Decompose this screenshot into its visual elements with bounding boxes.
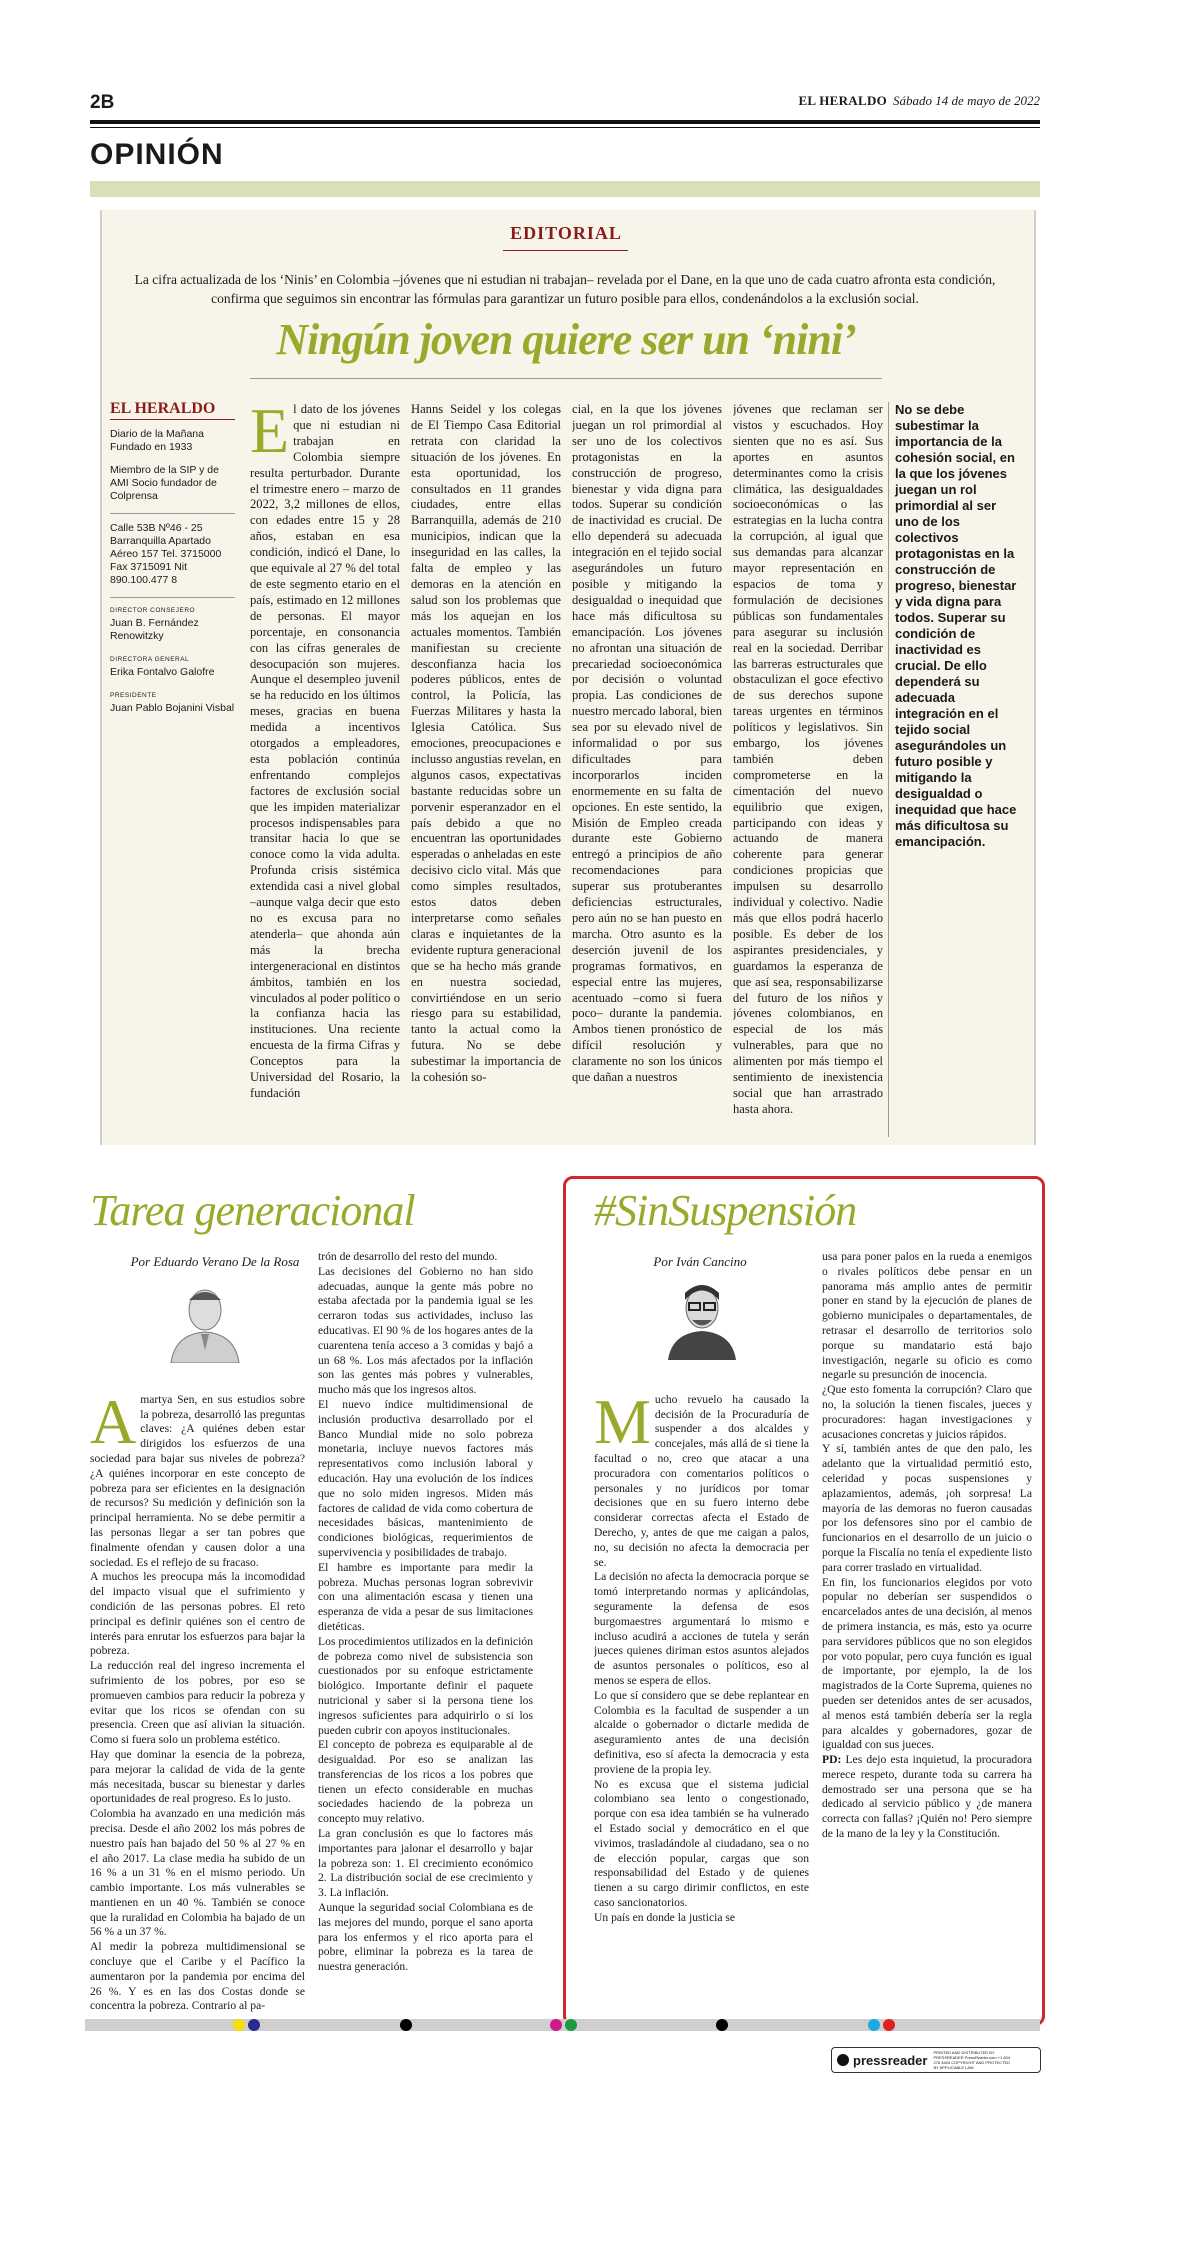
column-left-col2: trón de desarrollo del resto del mundo. Las decisiones del Gobierno no han sido adecuadas, aunque la gente más pobre no estaba afectada por la pandemia igual se les cerraron todas sus actividades, incluso las educativas. El 90 % de los hogares antes de la cuarentena tenía acceso a 3 comidas y bajó a un 68 %. Los más afectados por la inflación son las gentes más pobres y vulnerables, mucho más que los ingresos altos. El nuevo índice multidimensional de inclusión productiva desarrollado por el Banco Mundial mide no solo pobreza monetaria, incluye nuevos factores más representativos como inclusión laboral y educación. Hay una evolución de los índices que no solo miden ingresos. Miden más factores de calidad de vida como cobertura de necesidades básicas, mantenimiento de condiciones biológicas, requerimientos de supervivencia y posibilidades de trabajo. El hambre es importante para medir la pobreza. Muchas personas logran sobrevivir con una alimentación escasa y tienen una esperanza de vida a pesar de sus limitaciones dietéticas. Los procedimientos utilizados en la definición de pobreza como nivel de subsistencia son cuestionados por su enfoque estrictamente biológico. Importante definir el paquete nutricional y saber si la persona tiene los ingresos suficientes para adquirirlo o si los pueden cubrir con apoyos institucionales. El concepto de pobreza es equiparable al de desigualdad. Por eso se analizan las transferencias de los ricos a los pobres que tienen un efecto considerable en muchas sociedades haciendo de la pobreza un concepto muy relativo. La gran conclusión es que lo factores más importantes para jalonar el desarrollo y bajar la pobreza son: 1. El crecimiento económico 2. La distribución social de ese crecimiento y 3. La inflación. Aunque la seguridad social Colombiana es de las mejores del mundo, porque el sano aporta para los enfermos y el rico aporta para el pobre, eliminar la pobreza es la tarea de nuestra generación. bbox=[318, 1250, 533, 1974]
pressreader-icon bbox=[837, 2054, 849, 2066]
masthead-founded: Diario de la Mañana Fundado en 1933 bbox=[110, 428, 204, 453]
editorial-col2-text: Hanns Seidel y los colegas de El Tiempo Casa Editorial retrata con claridad la situación de los jóvenes. En esta oportunidad, los consultados en 11 grandes ciudades, entre ellas Barranquilla, además de 210 municipios, indican que la inseguridad en las calles, la falta de empleo y las demoras en la atención en salud son los problemas que más los aquejan en los actuales momentos. También manifiestan su creciente desconfianza hacia los poderes públicos, entes de control, la Policía, las Fuerzas Militares y hasta la Iglesia Católica. Sus emociones, preocupaciones e inclusso angustias revelan, en algunos casos, expectativas bastante reducidas sobre un porvenir esperanzador en el país debido a que no encuentran las oportunidades esperadas o anheladas en este decisivo ciclo vital. Más que como simples resultados, estos datos deben interpretarse como señales claras e inquietantes de la evidente ruptura generacional que se ha hecho más grande en nuestra sociedad, convirtiéndose en un serio riesgo para su estabilidad, tanto la actual como la futura. No se debe subestimar la importancia de la cohesión so- bbox=[411, 402, 561, 1085]
column-right-title: #SinSuspensión bbox=[594, 1186, 857, 1235]
column-left-col1-text: martya Sen, en sus estudios sobre la pobreza, desarrolló las preguntas claves: ¿A quiénes deben estar dirigidos los esfuerzos de una sociedad para bajar sus niveles de pobreza? ¿A quiénes incorporar en este concepto de pobreza para ser eficientes en la designación de recursos? Su medición y definición son la principal herramienta. No se debe permitir a las personas llegar a ser tan pobres que finalmente ofendan y causen dolor a una sociedad. Es el reflejo de su fracaso. A muchos les preocupa más la incomodidad del impacto visual que el sufrimiento y condición de las personas pobres. El reto principal es definir quiénes son el centro de interés para enrutar los esfuerzos para bajar la pobreza. La reducción real del ingreso incrementa el sufrimiento de los pobres, por eso se promueven cambios para reducir la pobreza y evitar que los ricos se ofendan con su presencia. Creen que así alivian la situación. Como si fuera solo un problema estético. Hay que dominar la esencia de la pobreza, para mejorar la calidad de vida de la gente más necesitada, buscar su bienestar y darles oportunidades de real progreso. Es lo justo. Colombia ha avanzado en una medición más precisa. Desde el año 2002 los más pobres de nuestro país han bajado del 50 % al 27 % en el año 2017. La clase media ha subido de un 16 % a un 31 % en el mismo periodo. Un cambio importante. Los más vulnerables se mantienen en un 40 %. También se conoce que la ruralidad en Colombia ha bajado de un 56 % a un 37 %. Al medir la pobreza multidimensional se concluye que el Caribe y el Pacífico la aumentaron por la pandemia por encima del 26 %. Y es en las dos Costas donde se concentra la pobreza. Contrario al pa- bbox=[90, 1392, 305, 2013]
author-photo-verano bbox=[165, 1278, 245, 1363]
editorial-column-2 bbox=[411, 402, 561, 1137]
editorial-col4-text: jóvenes que reclaman ser vistos y escuchados. Hoy sienten que no es así. Sus aportes en asuntos determinantes como la crisis climática, las desigualdades socioeconómicas o las estrategias en la lucha contra la corrupción, al igual que sus demandas para alcanzar mayor representación en espacios de toma y formulación de decisiones públicas son fundamentales para asegurar su inclusión real en la sociedad. Derribar las barreras estructurales que obstaculizan el goce efectivo de sus derechos supone tareas urgentes en términos políticos y legislativos. Sin embargo, los jóvenes también deben comprometerse en la cimentación del nuevo equilibrio que exigen, participando con ideas y actuando de manera coherente para generar condiciones propicias que impulsen su desarrollo individual y colectivo. Nadie más que ellos podrá hacerlo posible. Es deber de los aspirantes presidenciales, y guardamos la esperanza de que así sea, responsabilizarse del futuro de los niños y jóvenes colombianos, en especial de los más vulnerables, para que no alimenten por más tiempo el sentimiento de inexistencia social que han arrastrado hasta ahora. bbox=[733, 402, 883, 1116]
register-mark-black bbox=[400, 2019, 412, 2031]
author-photo-cancino bbox=[662, 1275, 742, 1360]
portrait-icon bbox=[165, 1278, 245, 1363]
pressreader-brand: pressreader bbox=[853, 2052, 928, 2068]
editorial-column-3 bbox=[572, 402, 722, 1137]
column-left-dropcap: A bbox=[90, 1385, 137, 1457]
masthead-membership: Miembro de la SIP y de AMI Socio fundador de Colprensa bbox=[110, 464, 219, 502]
column-right-col2 bbox=[822, 1250, 1032, 2016]
editorial-label: EDITORIAL bbox=[510, 223, 622, 243]
column-right-dropcap: M bbox=[594, 1385, 651, 1457]
pd-text: Les dejo esta inquietud, la procuradora merece respeto, durante toda su carrera ha demostrado ser una persona que se ha dedicado al servicio público y ¿de manera correcta con fallas? ¡Quién no! Pero siempre de la mano de la ley y la Constitución. bbox=[822, 1753, 1032, 1841]
register-mark-red bbox=[883, 2019, 895, 2031]
column-right-col1 bbox=[594, 1378, 809, 2014]
column-right-byline: Por Iván Cancino bbox=[653, 1254, 747, 1269]
registration-bar bbox=[85, 2019, 1040, 2031]
directora: Erika Fontalvo Galofre bbox=[110, 666, 215, 678]
editorial-col1-text: l dato de los jóvenes que ni estudian ni trabajan en Colombia siempre resulta perturbador. Durante el trimestre enero – marzo de 2022, 3,2 millones de ellos, con edades entre 15 y 28 años, estaban en esa condición, indicó el Dane, lo que equivale al 27 % del total de este segmento etario en el país, estimado en 12 millones de personas. El mayor porcentaje, en consonancia con las cifras generales de desocupación son mujeres. Aunque el desempleo juvenil se ha reducido en los últimos meses, gracias en buena medida a incentivos otorgados a empleadores, esta población continúa enfrentando complejos factores de exclusión social que les impiden materializar procesos indispensables para transitar hacia lo que se conoce como la vida adulta. Profunda crisis sistémica extendida casi a nivel global –aunque valga decir que esto no es excusa para no atenderla– que ahonda aún más la brecha intergeneracional en distintos ámbitos, también en los vinculados al poder político o la confianza hacia las instituciones. Una reciente encuesta de la firma Cifras y Conceptos para la Universidad del Rosario, la fundación bbox=[250, 402, 400, 1100]
section-band bbox=[90, 181, 1040, 197]
masthead-address: Calle 53B Nº46 - 25 Barranquilla Apartado Aéreo 157 Tel. 3715000 Fax 3715091 Nit 890.100.477 8 bbox=[110, 513, 235, 587]
pressreader-badge[interactable] bbox=[831, 2047, 1041, 2073]
portrait-icon bbox=[662, 1275, 742, 1360]
editorial-dropcap: E bbox=[250, 402, 290, 466]
masthead-info bbox=[110, 402, 235, 725]
directora-label: DIRECTORA GENERAL bbox=[110, 656, 190, 663]
headline-rule bbox=[250, 378, 882, 379]
editorial-summary: La cifra actualizada de los ‘Ninis’ en Colombia –jóvenes que ni estudian ni trabajan– revelada por el Dane, en la que uno de cada cuatro afronta esta condición, confirma que seguimos sin encontrar las fórmulas para garantizar un futuro posible para ellos, condenándolos a la exclusión social. bbox=[134, 272, 996, 306]
masthead-logo: EL HERALDO bbox=[110, 402, 235, 420]
column-right-col2-text: usa para poner palos en la rueda a enemigos o rivales políticos debe pensar en un panorama más amplio antes de permitir poner en stand by la ejecución de planes de gobierno municipales o departamentales, de retrasar el desarrollo de territorios solo porque su mandatario está bajo investigación, negarle su oficio es como negarle su presunción de inocencia. ¿Que esto fomenta la corrupción? Claro que no, la solución la tienen fiscales, jueces y procuradores: hagan investigaciones y acusaciones concretas y juicios rápidos. Y sí, también antes de que den palo, les adelanto que la virtualidad permitió esto, celeridad y pocas suspensiones y aplazamientos, además, ¡oh sorpresa! La mayoría de las demoras no fueron causadas por los defensores sino por el cambio de funcionarios en el desarrollo de un juicio o porque la Fiscalía no tenía el expediente listo para correr traslado en virtualidad. En fin, los funcionarios elegidos por voto popular no deberían ser suspendidos o encarcelados antes de una decisión, al menos de primera instancia, es más, esto ya ocurre para servidores públicos que no son elegidos por voto popular, pero cuya función es igual de importante, por ejemplo, la de los magistrados de la Corte Suprema, quienes no pueden ser detenidos antes de ser acusados, al menos está también debería ser la regla para alcaldes y gobernadores, gozar de igualdad con sus jueces. bbox=[822, 1250, 1032, 1752]
register-mark-yellow bbox=[233, 2019, 245, 2031]
masthead bbox=[798, 93, 1040, 109]
pd-label: PD: bbox=[822, 1753, 842, 1767]
issue-date: Sábado 14 de mayo de 2022 bbox=[893, 93, 1040, 108]
column-left-col1 bbox=[90, 1378, 305, 2018]
presidente-label: PRESIDENTE bbox=[110, 692, 157, 699]
header-rule-thin bbox=[90, 127, 1040, 128]
presidente: Juan Pablo Bojanini Visbal bbox=[110, 702, 235, 714]
editorial-col3-text: cial, en la que los jóvenes juegan un rol primordial al ser uno de los colectivos protagonistas en la construcción de progreso, bienestar y vida digna para todos. Superar su condición de inactividad es crucial. De ello dependerá su adecuada integración en el tejido social asegurándoles un futuro posible y mitigando la desigualdad o inequidad que hace más dificultosa su emancipación. Los jóvenes no afrontan una situación de precariedad socioeconómica por decisión o voluntad propia. Las condiciones de nuestro mercado laboral, bien sea por su elevado nivel de informalidad o por sus dificultades para incorporarlos inciden enormemente en su falta de opciones. En este sentido, la Misión de Empleo creada durante este Gobierno entregó a principios de año recomendaciones para superar sus protuberantes deficiencias estructurales, pero aún no se han puesto en marcha. Otro asunto es la deserción juvenil de los programas formativos, en especial entre las mujeres, acentuado –como si fuera poco– durante la pandemia. Ambos tienen pronóstico de difícil resolución y claramente no son los únicos que dañan a nuestros bbox=[572, 402, 722, 1085]
register-mark-green bbox=[565, 2019, 577, 2031]
page-number: 2B bbox=[90, 92, 115, 113]
column-left-title: Tarea generacional bbox=[90, 1186, 415, 1235]
editorial-pullquote: No se debe subestimar la importancia de la cohesión social, en la que los jóvenes juegan un rol primordial al ser uno de los colectivos protagonistas en la construcción de progreso, bienestar y vida digna para todos. Superar su condición de inactividad es crucial. De ello dependerá su adecuada integración en el tejido social asegurándoles un futuro posible y mitigando la desigualdad o inequidad que hace más dificultosa su emancipación. bbox=[895, 402, 1017, 849]
editorial-column-1 bbox=[250, 402, 400, 1137]
header-rule bbox=[90, 120, 1040, 124]
register-mark-magenta bbox=[550, 2019, 562, 2031]
director-consejero-label: DIRECTOR CONSEJERO bbox=[110, 597, 235, 617]
editorial-column-4 bbox=[733, 402, 883, 1137]
register-mark-black-2 bbox=[716, 2019, 728, 2031]
pullquote-rule bbox=[888, 402, 889, 1137]
column-right-col1-text: ucho revuelo ha causado la decisión de la Procuraduría de suspender a dos alcaldes y concejales, más allá de si tiene la facultad o no, creo que atacar a una procuradora con comentarios políticos o personales y no jurídicos por tomar decisiones que en su fuero interno debe considerar correctas afecta el Estado de Derecho, y, antes de que me caigan a palos, no, su decisión no afecta la democracia per se. La decisión no afecta la democracia porque se tomó interpretando normas y aplicándolas, seguramente la defensa de esos burgomaestres argumentará lo mismo e incluso acudirá a acciones de tutela y serán jueces quienes diriman estos asuntos alejados de asuntos personales o políticos, eso al menos se espera de ellos. Lo que sí considero que se debe replantear en Colombia es la facultad de suspender a un alcalde o gobernador o dictarle medida de aseguramiento antes de una decisión definitiva, eso sí afecta la democracia y esta proviene de la propia ley. No es excusa que el sistema judicial colombiano sea lento o congestionado, porque con esa idea también se ha vulnerado el Estado social y democrático en el que vivimos, trasladándole al ciudadano, sea o no de elección popular, cargas que son responsabilidad del Estado y de quienes tienen a su cargo dirimir conflictos, en este caso sancionatorios. Un país en donde la justicia se bbox=[594, 1392, 809, 1924]
pressreader-legal: PRINTED AND DISTRIBUTED BY PRESSREADER PressReader.com +1 604 278 4604 COPYRIGHT AND PROTECTED BY APPLICABLE LAW bbox=[933, 2050, 1011, 2070]
editorial-label-rule bbox=[503, 250, 628, 251]
column-left-byline: Por Eduardo Verano De la Rosa bbox=[130, 1254, 300, 1269]
register-mark-cyan bbox=[868, 2019, 880, 2031]
register-mark-blue bbox=[248, 2019, 260, 2031]
section-title: OPINIÓN bbox=[90, 138, 224, 171]
director-consejero: Juan B. Fernández Renowitzky bbox=[110, 617, 199, 642]
paper-name: EL HERALDO bbox=[798, 93, 888, 108]
editorial-headline: Ningún joven quiere ser un ‘nini’ bbox=[276, 315, 856, 364]
